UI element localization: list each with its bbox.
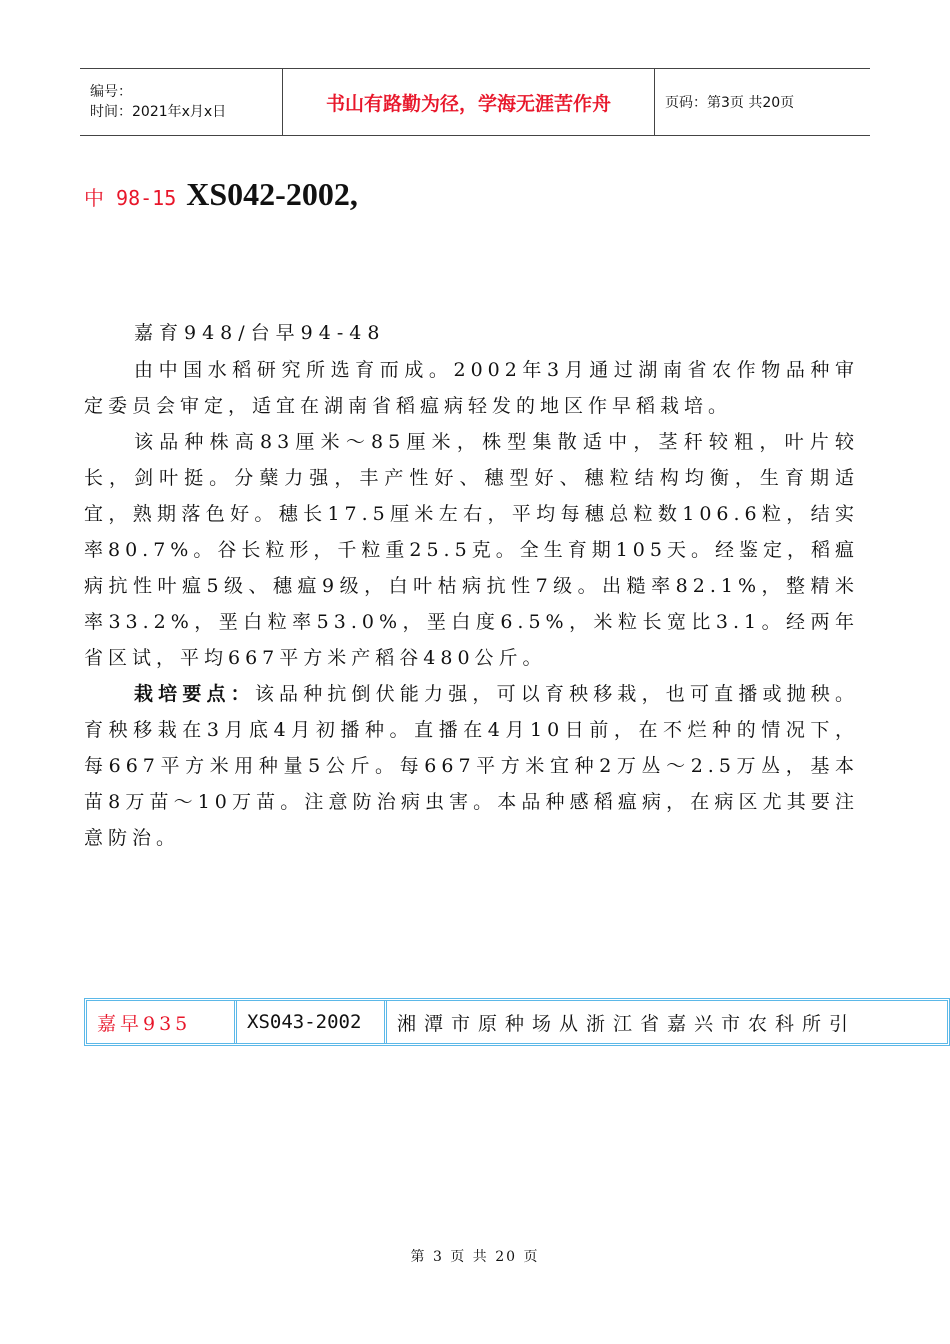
table-cell-description: 湘潭市原种场从浙江省嘉兴市农科所引 bbox=[397, 1012, 857, 1035]
page-header bbox=[80, 68, 870, 136]
variety-subtitle: 嘉育948/台早94-48 bbox=[134, 322, 386, 344]
variety-table-row bbox=[84, 998, 950, 1046]
number-label: 编号： bbox=[90, 84, 132, 100]
document-body bbox=[84, 352, 859, 856]
header-motto: 书山有路勤为径，学海无涯苦作舟 bbox=[282, 69, 655, 135]
title-code: 中 98-15 bbox=[84, 186, 177, 210]
cultivation-label: 栽培要点： bbox=[134, 683, 255, 705]
table-cell-code: XS043-2002 bbox=[237, 1001, 387, 1043]
table-cell-variety: 嘉早935 bbox=[87, 1001, 237, 1043]
paragraph-cultivation bbox=[84, 676, 859, 856]
header-meta bbox=[80, 69, 282, 135]
time-label: 时间：2021年x月x日 bbox=[90, 104, 227, 120]
header-page-info: 页码：第3页 共20页 bbox=[665, 95, 795, 111]
paragraph-origin: 由中国水稻研究所选育而成。2002年3月通过湖南省农作物品种审定委员会审定，适宜在湖南省稻瘟病轻发的地区作早稻栽培。 bbox=[84, 359, 859, 417]
title-id: XS042-2002, bbox=[186, 176, 358, 212]
document-title bbox=[84, 176, 358, 213]
paragraph-traits: 该品种株高83厘米～85厘米，株型集散适中，茎秆较粗，叶片较长，剑叶挺。分蘖力强，丰产性好、穗型好、穗粒结构均衡，生育期适宜，熟期落色好。穗长17.5厘米左右，平均每穗总粒数106.6粒，结实率80.7%。谷长粒形，千粒重25.5克。全生育期105天。经鉴定，稻瘟病抗性叶瘟5级、穗瘟9级，白叶枯病抗性7级。出糙率82.1%，整精米率33.2%，垩白粒率53.0%，垩白度6.5%，米粒长宽比3.1。经两年省区试，平均667平方米产稻谷480公斤。 bbox=[84, 431, 859, 669]
page-footer: 第 3 页 共 20 页 bbox=[410, 1249, 540, 1265]
cultivation-text: 该品种抗倒伏能力强，可以育秧移栽，也可直播或抛秧。育秧移栽在3月底4月初播种。直播在4月10日前，在不烂种的情况下，每667平方米用种量5公斤。每667平方米宜种2万丛～2.5万丛，基本苗8万苗～10万苗。注意防治病虫害。本品种感稻瘟病，在病区尤其要注意防治。 bbox=[84, 683, 859, 849]
